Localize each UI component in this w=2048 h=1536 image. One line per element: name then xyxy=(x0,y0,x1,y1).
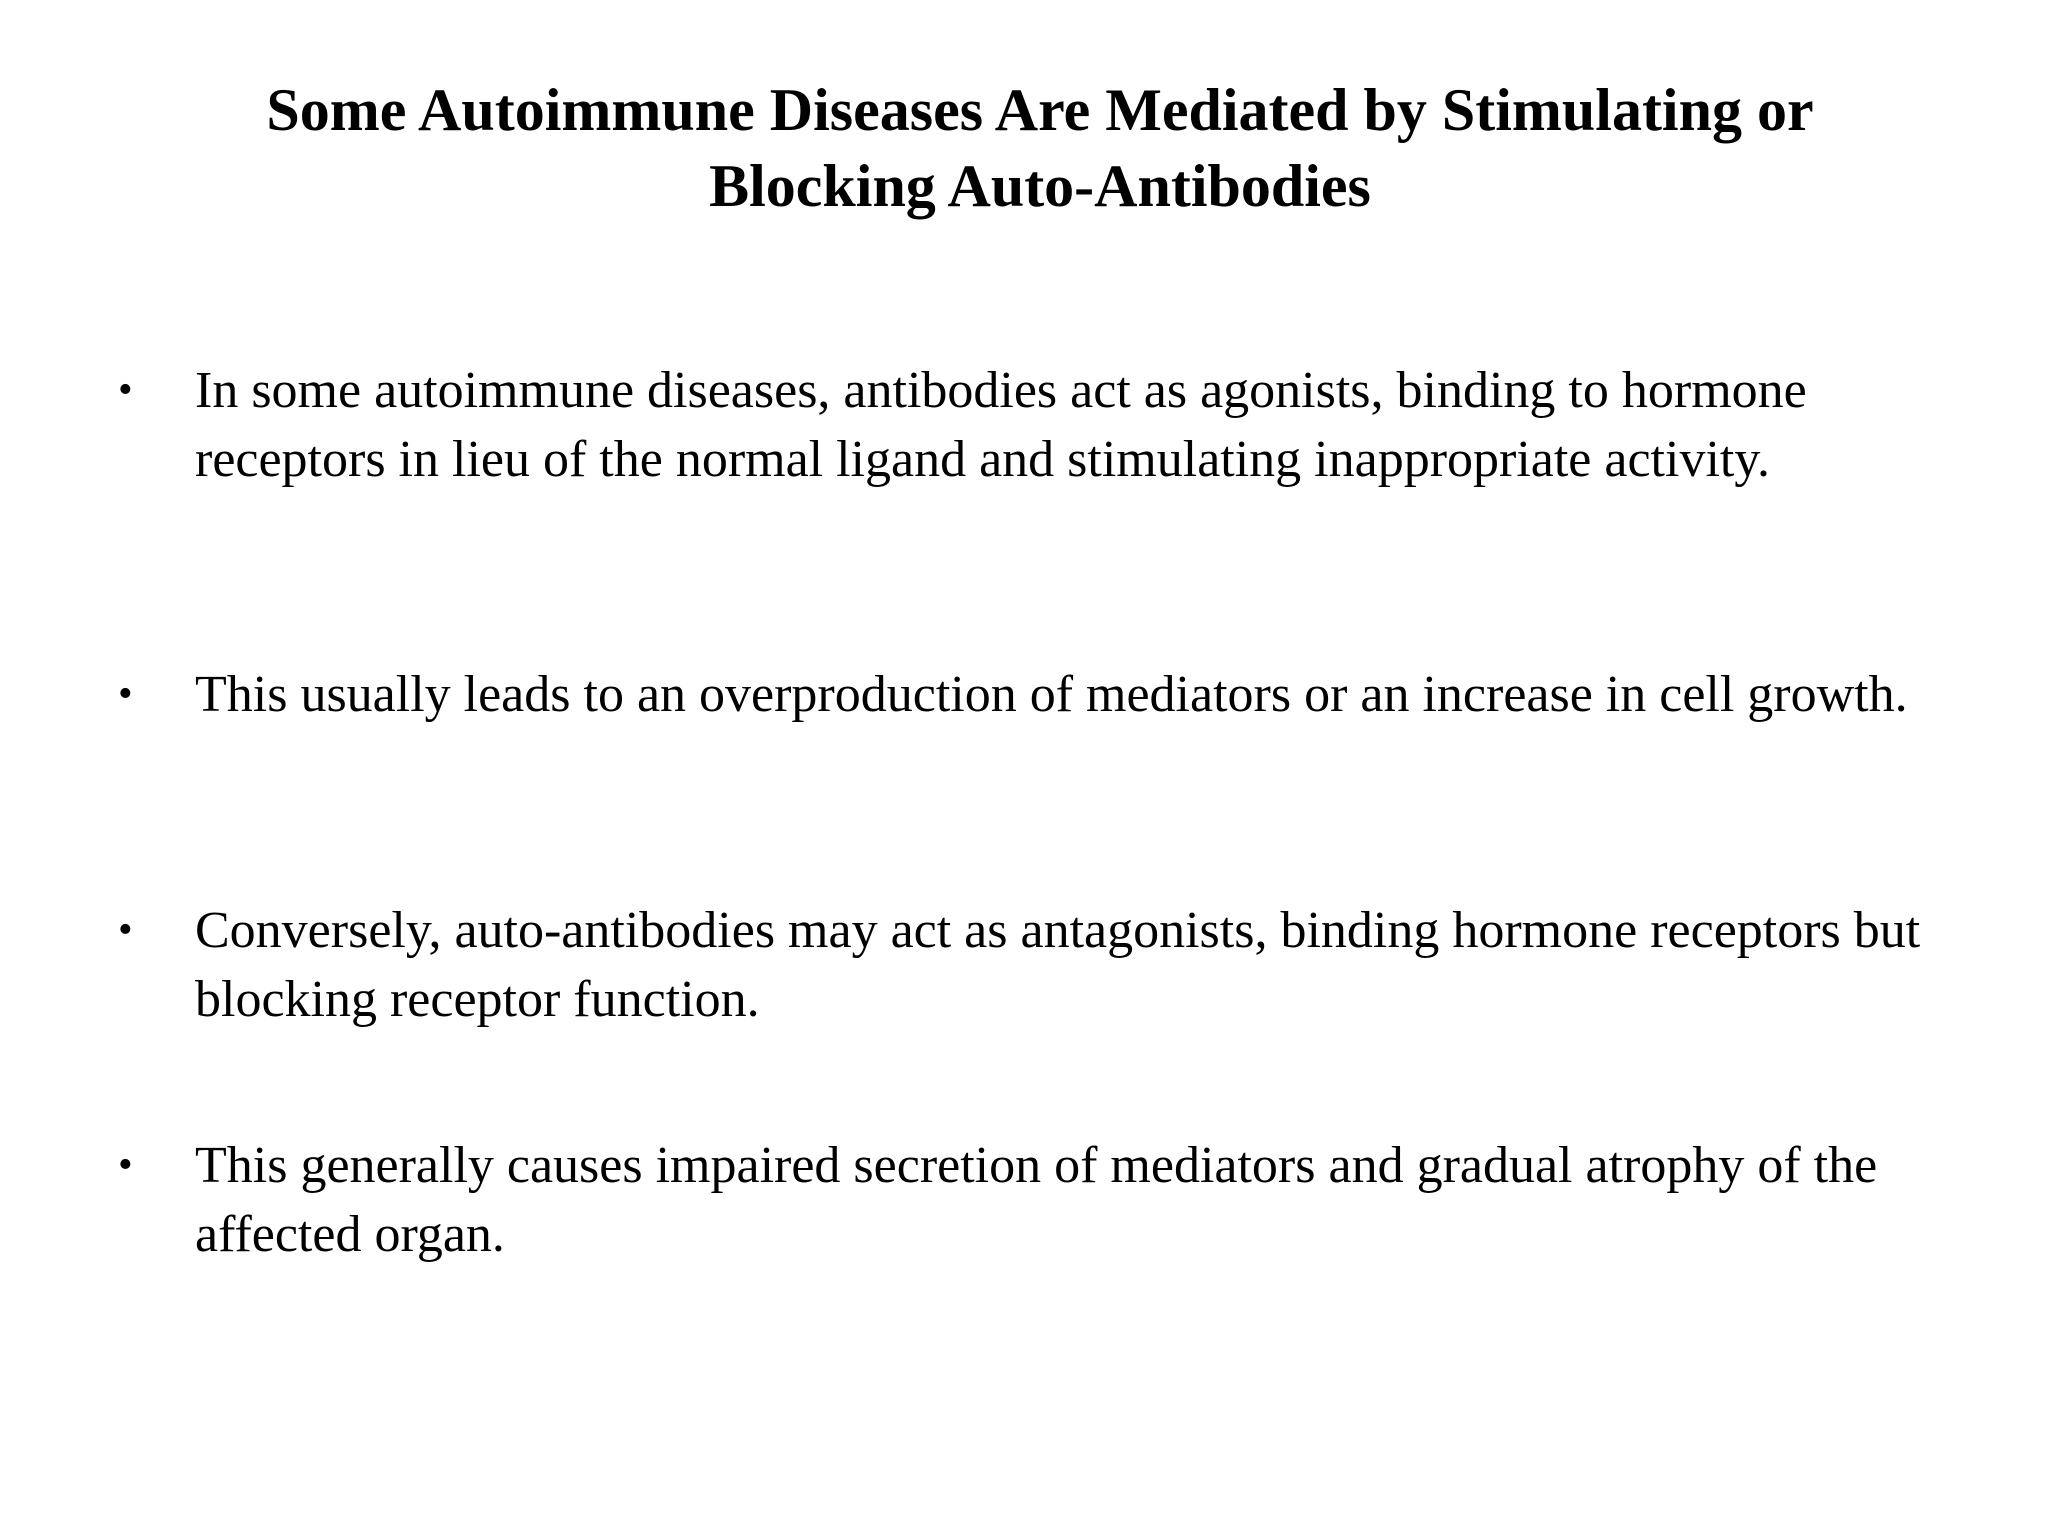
bullet-item xyxy=(118,896,1955,1034)
bullet-icon: • xyxy=(118,907,133,953)
bullet-icon: • xyxy=(118,1142,133,1188)
bullet-text: Conversely, auto-antibodies may act as antagonists, binding hormone receptors but blocking receptor function. xyxy=(195,902,1921,1028)
slide-title: Some Autoimmune Diseases Are Mediated by Stimulating or Blocking Auto-Antibodies xyxy=(266,77,1814,219)
bullet-item xyxy=(118,660,1955,729)
bullet-text: This usually leads to an overproduction of mediators or an increase in cell growth. xyxy=(195,666,1908,723)
bullet-item xyxy=(118,356,1955,494)
bullet-icon: • xyxy=(118,367,133,413)
bullet-text: In some autoimmune diseases, antibodies act as agonists, binding to hormone receptors in lieu of the normal ligand and stimulating inappropriate activity. xyxy=(195,362,1807,488)
bullet-item xyxy=(118,1131,1955,1269)
bullet-text: This generally causes impaired secretion of mediators and gradual atrophy of the affected organ. xyxy=(195,1137,1878,1263)
bullet-icon: • xyxy=(118,671,133,717)
